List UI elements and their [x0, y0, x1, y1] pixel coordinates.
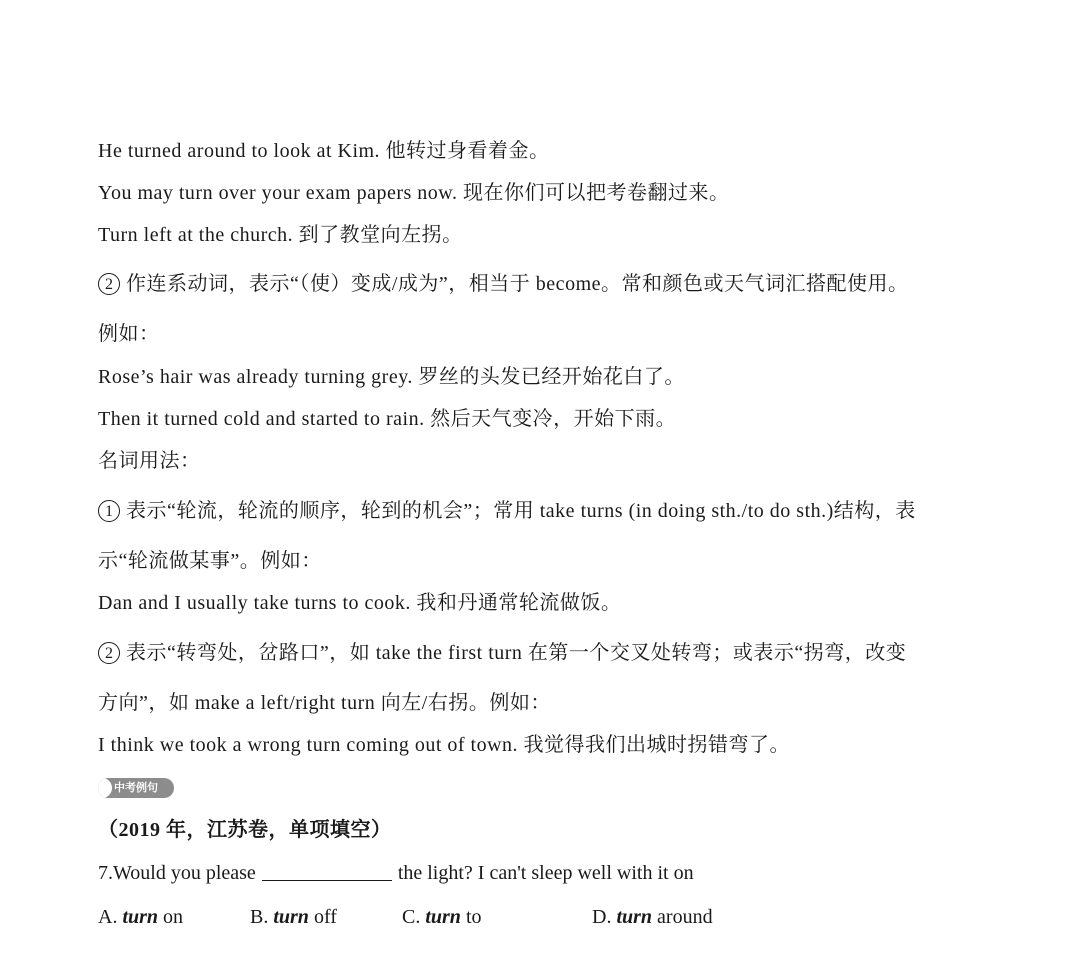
circled-number-marker: 2: [98, 273, 120, 295]
option-letter: B.: [250, 906, 269, 928]
text-line: 名词用法：: [98, 450, 201, 472]
text-line: （2019 年，江苏卷，单项填空）: [98, 819, 392, 841]
usage-point: [98, 640, 906, 666]
usage-point: [98, 498, 916, 524]
exam-example-badge: 中考例句: [98, 778, 174, 798]
example-sentence: [98, 590, 621, 616]
example-intro: [98, 321, 160, 347]
exam-source: [98, 817, 392, 843]
question-prefix: 7.Would you please: [98, 862, 256, 884]
example-sentence: [98, 732, 790, 758]
text-line: Dan and I usually take turns to cook. 我和丹通常轮流做饭。: [98, 592, 622, 614]
text-line: I think we took a wrong turn coming out of town. 我觉得我们出城时拐错弯了。: [98, 734, 791, 756]
example-sentence: [98, 138, 550, 164]
example-sentence: [98, 364, 685, 390]
example-sentence: [98, 222, 463, 248]
text-line: He turned around to look at Kim. 他转过身看着金。: [98, 140, 550, 162]
text-line: 例如：: [98, 323, 160, 345]
text-line: Rose’s hair was already turning grey. 罗丝的头发已经开始花白了。: [98, 366, 685, 388]
option-rest: off: [313, 906, 337, 928]
option-a: [98, 904, 183, 930]
question-suffix: the light? I can't sleep well with it on: [397, 862, 694, 884]
usage-point-continued: [98, 690, 551, 716]
option-word: turn: [122, 906, 159, 928]
option-d: [592, 904, 713, 930]
option-word: turn: [273, 906, 309, 928]
text-line: You may turn over your exam papers now. 现在你们可以把考卷翻过来。: [98, 182, 730, 204]
text-line: 作连系动词，表示“（使）变成/成为”，相当于 become。常和颜色或天气词汇搭配使用。: [126, 273, 909, 295]
circled-number-marker: 2: [98, 642, 120, 664]
text-line: 表示“轮流，轮流的顺序，轮到的机会”；常用 take turns (in doing sth./to do sth.)结构，表: [126, 500, 916, 522]
option-rest: around: [657, 906, 713, 928]
option-c: [402, 904, 482, 930]
option-b: [250, 904, 337, 930]
answer-blank: [262, 862, 392, 881]
option-rest: on: [163, 906, 184, 928]
section-heading: [98, 448, 201, 474]
option-word: turn: [425, 906, 461, 928]
option-word: turn: [616, 906, 653, 928]
text-line: Turn left at the church. 到了教堂向左拐。: [98, 224, 463, 246]
text-line: 表示“转弯处，岔路口”，如 take the first turn 在第一个交叉处转弯；或表示“拐弯，改变: [126, 642, 907, 664]
usage-point-continued: [98, 548, 322, 574]
example-sentence: [98, 180, 729, 206]
option-letter: C.: [402, 906, 421, 928]
option-letter: A.: [98, 906, 118, 928]
option-rest: to: [465, 906, 482, 928]
example-sentence: [98, 406, 676, 432]
question-stem: [98, 860, 694, 886]
option-letter: D.: [592, 906, 612, 928]
text-line: 示“轮流做某事”。例如：: [98, 550, 322, 572]
text-line: Then it turned cold and started to rain. 然后天气变冷，开始下雨。: [98, 408, 677, 430]
text-line: 方向”，如 make a left/right turn 向左/右拐。例如：: [98, 692, 551, 714]
circled-number-marker: 1: [98, 500, 120, 522]
usage-point: [98, 271, 909, 297]
